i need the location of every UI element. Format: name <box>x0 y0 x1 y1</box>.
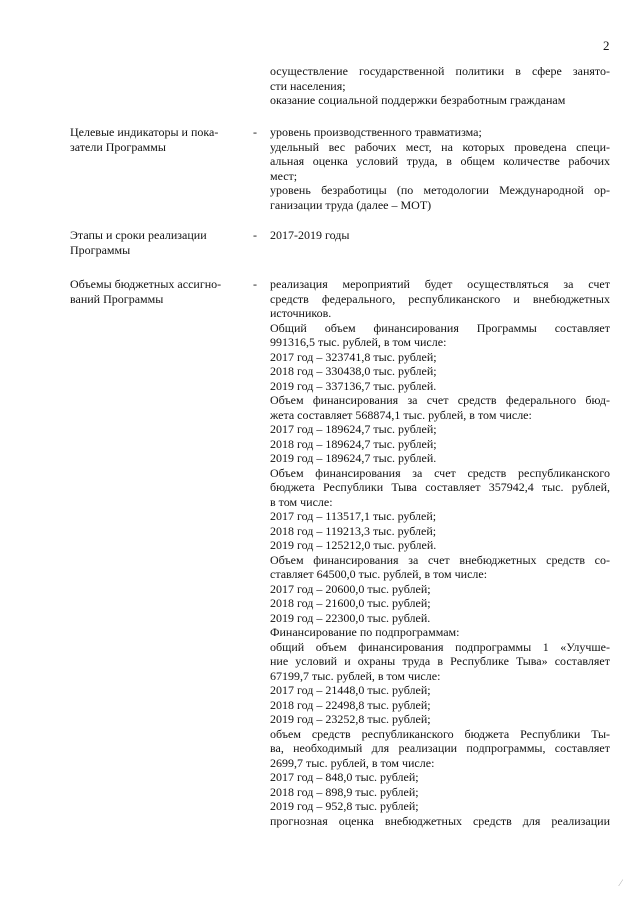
text-line: 2018 год – 119213,3 тыс. рублей; <box>270 523 437 538</box>
text-line: мест; <box>270 168 298 183</box>
text-line: 2017 год – 848,0 тыс. рублей; <box>270 770 419 784</box>
text-line: 2019 год – 22300,0 тыс. рублей. <box>270 610 431 625</box>
text-line: 2019 год – 125212,0 тыс. рублей. <box>270 538 437 552</box>
text-line: 67199,7 тыс. рублей, в том числе: <box>270 668 441 683</box>
text-line: 2019 год – 337136,7 тыс. рублей. <box>270 378 437 393</box>
text-line: 2017 год – 113517,1 тыс. рублей; <box>270 509 437 523</box>
text-line: альная оценка условий труда, в общем количестве рабочих <box>270 154 610 168</box>
text-line: прогнозная оценка внебюджетных средств для реализации <box>270 813 610 828</box>
label-line: Объемы бюджетных ассигно- <box>70 277 222 291</box>
text-line: 2018 год – 898,9 тыс. рублей; <box>270 784 419 799</box>
text-line: осуществление государственной политики в сфере занято- <box>270 64 610 78</box>
label-line: ваний Программы <box>70 291 164 306</box>
text-line: ганизации труда (далее – МОТ) <box>270 197 432 212</box>
text-line: жета составляет 568874,1 тыс. рублей, в том числе: <box>270 407 532 422</box>
text-line: ва, необходимый для реализации подпрограммы, составляет <box>270 741 610 755</box>
text-line: общий объем финансирования подпрограммы 1 «Улучше- <box>270 639 610 654</box>
section-content-stages <box>270 228 610 243</box>
text-line: 2018 год – 22498,8 тыс. рублей; <box>270 697 431 712</box>
text-line: 2017 год – 20600,0 тыс. рублей; <box>270 581 431 596</box>
text-line: 2017 год – 189624,7 тыс. рублей; <box>270 422 437 436</box>
continuation-text <box>270 64 610 108</box>
text-line: уровень безработицы (по методологии Международной ор- <box>270 183 610 197</box>
text-line: в том числе: <box>270 494 333 509</box>
text-line: 2017 год – 323741,8 тыс. рублей; <box>270 349 437 364</box>
text-line: 2018 год – 21600,0 тыс. рублей; <box>270 596 431 610</box>
section-label-budget <box>70 277 245 306</box>
text-line: 2019 год – 189624,7 тыс. рублей. <box>270 451 437 465</box>
section-dash: - <box>253 125 257 139</box>
text-line: 2017-2019 годы <box>270 228 350 242</box>
text-line: Объем финансирования за счет средств федерального бюд- <box>270 393 610 407</box>
text-line: Объем финансирования за счет внебюджетных средств со- <box>270 552 610 567</box>
text-line: удельный вес рабочих мест, на которых проведена специ- <box>270 139 610 154</box>
text-line: ставляет 64500,0 тыс. рублей, в том числе: <box>270 567 488 581</box>
text-line: оказание социальной поддержки безработным гражданам <box>270 93 566 107</box>
section-content-indicators <box>270 125 610 212</box>
section-content-budget <box>270 277 610 828</box>
label-line: Целевые индикаторы и пока- <box>70 125 219 139</box>
text-line: Объем финансирования за счет средств республиканского <box>270 465 610 480</box>
text-line: 2019 год – 952,8 тыс. рублей; <box>270 799 419 813</box>
scan-mark: ⁄ <box>620 878 622 888</box>
text-line: источников. <box>270 306 332 320</box>
text-line: 991316,5 тыс. рублей, в том числе: <box>270 335 447 349</box>
text-line: 2017 год – 21448,0 тыс. рублей; <box>270 683 431 697</box>
page-number: 2 <box>603 38 610 53</box>
text-line: уровень производственного травматизма; <box>270 125 482 139</box>
text-line: Финансирование по подпрограммам: <box>270 625 460 639</box>
label-line: Этапы и сроки реализации <box>70 228 207 242</box>
section-label-stages <box>70 228 245 257</box>
text-line: бюджета Республики Тыва составляет 357942,4 тыс. рублей, <box>270 480 610 494</box>
text-line: Общий объем финансирования Программы составляет <box>270 320 610 335</box>
section-dash: - <box>253 277 257 291</box>
label-line: Программы <box>70 242 131 257</box>
text-line: средств федерального, республиканского и внебюджетных <box>270 291 610 306</box>
text-line: 2018 год – 330438,0 тыс. рублей; <box>270 364 437 378</box>
section-label-indicators <box>70 125 245 154</box>
text-line: сти населения; <box>270 78 346 93</box>
text-line: 2018 год – 189624,7 тыс. рублей; <box>270 436 437 451</box>
text-line: 2699,7 тыс. рублей, в том числе: <box>270 755 435 770</box>
text-line: реализация мероприятий будет осуществляться за счет <box>270 277 610 291</box>
section-dash: - <box>253 228 257 242</box>
text-line: 2019 год – 23252,8 тыс. рублей; <box>270 712 431 726</box>
text-line: объем средств республиканского бюджета Республики Ты- <box>270 726 610 741</box>
text-line: ние условий и охраны труда в Республике Тыва» составляет <box>270 654 610 668</box>
label-line: затели Программы <box>70 139 166 154</box>
